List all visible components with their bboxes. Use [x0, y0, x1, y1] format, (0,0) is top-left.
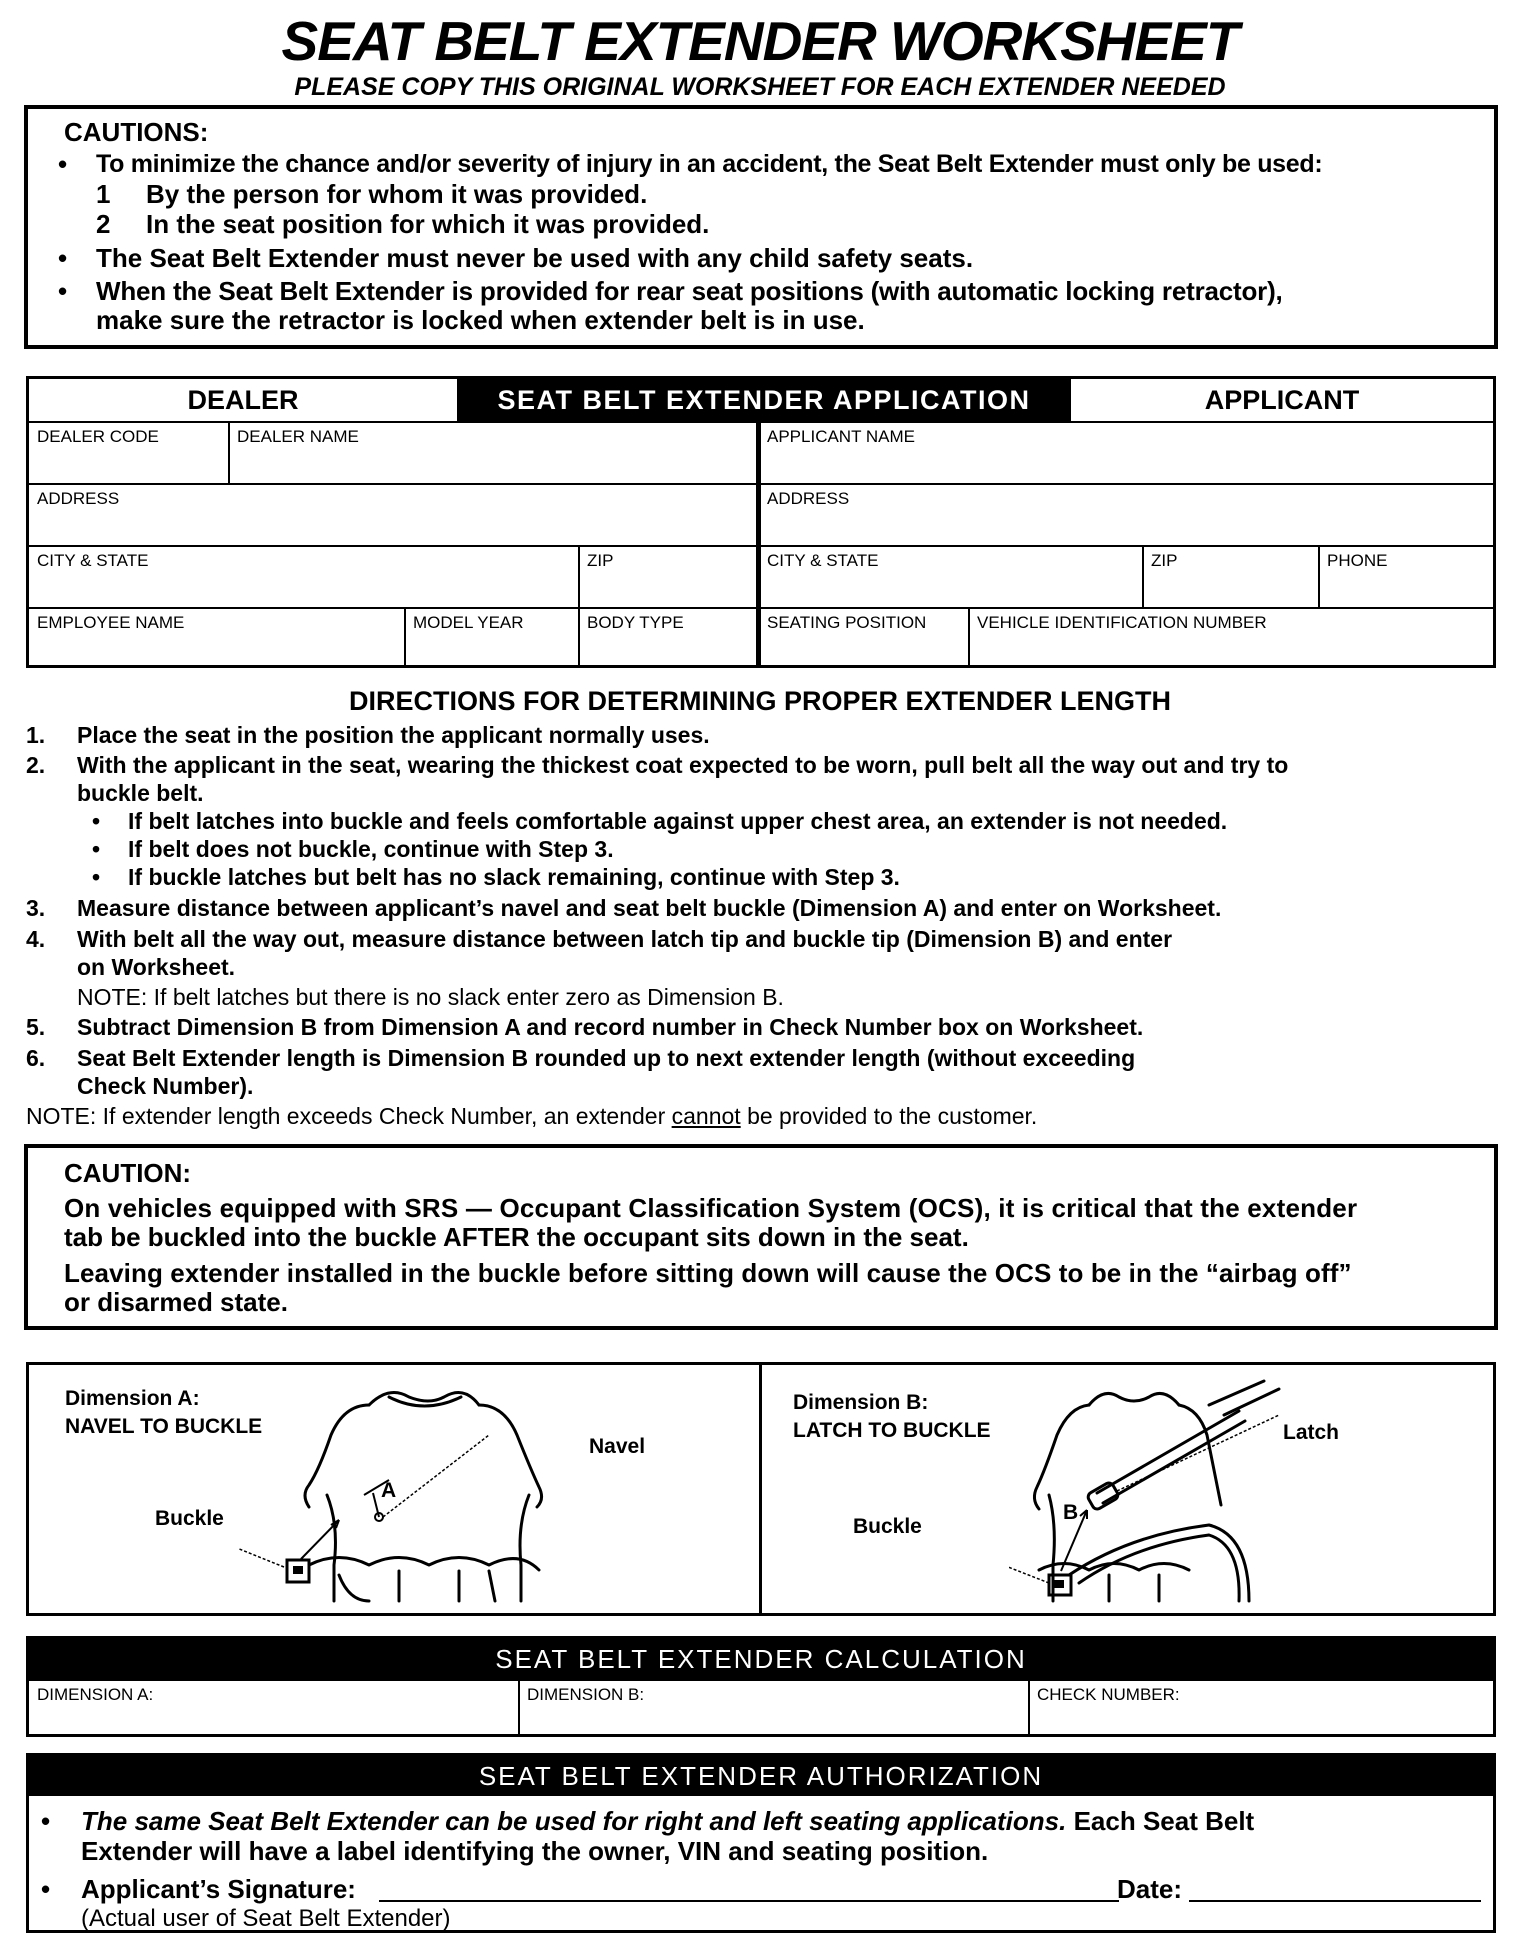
divider — [578, 545, 580, 665]
caution-sub-2-num: 2 — [96, 209, 111, 239]
step-2-bullet-1: If belt latches into buckle and feels comfortable against upper chest area, an extender is not needed. — [128, 808, 1228, 834]
directions-note — [26, 1103, 1037, 1130]
dimension-a-marker: A — [381, 1479, 397, 1502]
bullet-icon: • — [58, 243, 68, 273]
ocs-caution-p2: Leaving extender installed in the buckle before sitting down will cause the OCS to be in the “airbag off” — [64, 1258, 1352, 1288]
bullet-icon: • — [92, 836, 101, 862]
divider — [404, 607, 406, 665]
dimension-a-title: Dimension A: — [65, 1387, 200, 1410]
step-3: Measure distance between applicant’s navel and seat belt buckle (Dimension A) and enter on Worksheet. — [77, 895, 1222, 921]
caution-sub-1: By the person for whom it was provided. — [146, 179, 648, 209]
step-5: Subtract Dimension B from Dimension A and record number in Check Number box on Worksheet. — [77, 1014, 1144, 1040]
step-2: With the applicant in the seat, wearing the thickest coat expected to be worn, pull belt all the way out and try to — [77, 752, 1289, 778]
navel-label: Navel — [589, 1435, 646, 1458]
applicant-phone-field[interactable] — [1319, 545, 1493, 607]
bullet-icon: • — [41, 1806, 51, 1836]
step-1: Place the seat in the position the applicant normally uses. — [77, 722, 710, 748]
applicant-name-field[interactable] — [759, 421, 1493, 483]
buckle-label: Buckle — [155, 1507, 224, 1530]
signature-note: (Actual user of Seat Belt Extender) — [81, 1905, 451, 1932]
step-4-note: NOTE: If belt latches but there is no slack enter zero as Dimension B. — [77, 984, 784, 1010]
body-type-field[interactable] — [579, 607, 759, 665]
ocs-caution-p2-cont: or disarmed state. — [64, 1287, 288, 1317]
check-number-field[interactable] — [1029, 1679, 1493, 1734]
cautions-heading: CAUTIONS: — [64, 117, 209, 147]
step-6-cont: Check Number). — [77, 1073, 254, 1099]
divider — [756, 421, 761, 665]
employee-name-field[interactable] — [29, 607, 405, 665]
applicant-name-label: APPLICANT NAME — [767, 427, 916, 446]
step-number: 5. — [26, 1014, 46, 1040]
application-table — [26, 376, 1496, 668]
dealer-name-field[interactable] — [229, 421, 759, 483]
cautions-box — [24, 105, 1498, 349]
bullet-icon: • — [58, 149, 68, 179]
caution-bullet-3: When the Seat Belt Extender is provided for rear seat positions (with automatic locking retractor), — [96, 276, 1283, 306]
torso-latch-buckle-illustration — [1009, 1375, 1309, 1611]
dimension-b-title: Dimension B: — [793, 1391, 929, 1414]
caution-bullet-1: To minimize the chance and/or severity of injury in an accident, the Seat Belt Extender must only be used: — [96, 150, 1323, 178]
body-type-label: BODY TYPE — [587, 613, 684, 632]
step-6: Seat Belt Extender length is Dimension B rounded up to next extender length (without exceeding — [77, 1045, 1136, 1071]
model-year-label: MODEL YEAR — [413, 613, 524, 632]
applicant-city-state-field[interactable] — [759, 545, 1143, 607]
date-label: Date: — [1117, 1874, 1183, 1904]
dimension-b-label: DIMENSION B: — [527, 1685, 645, 1704]
dimension-illustrations — [26, 1362, 1496, 1616]
ocs-caution-heading: CAUTION: — [64, 1158, 192, 1188]
step-2-bullet-3: If buckle latches but belt has no slack remaining, continue with Step 3. — [128, 864, 900, 890]
authorization-p1 — [81, 1806, 1254, 1836]
signature-label: Applicant’s Signature: — [81, 1874, 356, 1904]
step-2-cont: buckle belt. — [77, 780, 204, 806]
calculation-header: SEAT BELT EXTENDER CALCULATION — [29, 1639, 1493, 1679]
torso-navel-buckle-illustration — [239, 1375, 619, 1611]
dealer-name-label: DEALER NAME — [237, 427, 359, 446]
caution-bullet-3-cont: make sure the retractor is locked when extender belt is in use. — [96, 305, 865, 335]
divider — [759, 1365, 762, 1613]
check-number-label: CHECK NUMBER: — [1037, 1685, 1180, 1704]
step-number: 4. — [26, 926, 46, 952]
dimension-b-subtitle: LATCH TO BUCKLE — [793, 1419, 991, 1442]
model-year-field[interactable] — [405, 607, 579, 665]
dealer-city-state-field[interactable] — [29, 545, 579, 607]
dealer-address-label: ADDRESS — [37, 489, 120, 508]
caution-sub-2: In the seat position for which it was provided. — [146, 209, 710, 239]
employee-name-label: EMPLOYEE NAME — [37, 613, 185, 632]
applicant-address-field[interactable] — [759, 483, 1493, 545]
applicant-address-label: ADDRESS — [767, 489, 850, 508]
seating-position-label: SEATING POSITION — [767, 613, 927, 632]
dealer-zip-label: ZIP — [587, 551, 614, 570]
vin-label: VEHICLE IDENTIFICATION NUMBER — [977, 613, 1267, 632]
step-number: 6. — [26, 1045, 46, 1071]
caution-bullet-2: The Seat Belt Extender must never be used with any child safety seats. — [96, 243, 974, 273]
step-2-bullet-2: If belt does not buckle, continue with Step 3. — [128, 836, 614, 862]
seating-position-field[interactable] — [759, 607, 969, 665]
note-prefix: NOTE: If extender length exceeds Check Number, an extender — [26, 1103, 672, 1129]
divider — [1318, 545, 1320, 607]
page-subtitle: PLEASE COPY THIS ORIGINAL WORKSHEET FOR EACH EXTENDER NEEDED — [294, 73, 1226, 101]
bullet-icon: • — [58, 276, 68, 306]
step-number: 2. — [26, 752, 46, 778]
dealer-code-field[interactable] — [29, 421, 229, 483]
dimension-a-subtitle: NAVEL TO BUCKLE — [65, 1415, 263, 1438]
vin-field[interactable] — [969, 607, 1493, 665]
divider — [228, 421, 230, 483]
step-number: 3. — [26, 895, 46, 921]
ocs-caution-p1-cont: tab be buckled into the buckle AFTER the occupant sits down in the seat. — [64, 1222, 969, 1252]
applicant-phone-label: PHONE — [1327, 551, 1388, 570]
authorization-p1-rest: Each Seat Belt — [1066, 1806, 1255, 1836]
step-4: With belt all the way out, measure distance between latch tip and buckle tip (Dimension B) and enter — [77, 926, 1173, 952]
calculation-table — [26, 1636, 1496, 1737]
caution-sub-1-num: 1 — [96, 179, 111, 209]
authorization-header: SEAT BELT EXTENDER AUTHORIZATION — [29, 1756, 1493, 1796]
directions-title: DIRECTIONS FOR DETERMINING PROPER EXTENDER LENGTH — [348, 686, 1172, 716]
bullet-icon: • — [92, 808, 101, 834]
signature-line[interactable] — [379, 1900, 1119, 1902]
dimension-b-field[interactable] — [519, 1679, 1029, 1734]
divider — [518, 1679, 520, 1734]
ocs-caution-box — [24, 1144, 1498, 1330]
divider — [1142, 545, 1144, 607]
applicant-header: APPLICANT — [1204, 385, 1360, 415]
authorization-box — [26, 1753, 1496, 1933]
dealer-city-state-label: CITY & STATE — [37, 551, 149, 570]
latch-label: Latch — [1283, 1421, 1340, 1444]
applicant-city-state-label: CITY & STATE — [767, 551, 879, 570]
step-number: 1. — [26, 722, 46, 748]
applicant-zip-field[interactable] — [1143, 545, 1319, 607]
dealer-header: DEALER — [187, 385, 299, 415]
bullet-icon: • — [92, 864, 101, 890]
authorization-p1-italic: The same Seat Belt Extender can be used for right and left seating applications. — [81, 1806, 1067, 1836]
application-header: SEAT BELT EXTENDER APPLICATION — [457, 379, 1071, 421]
note-emphasis: cannot — [671, 1103, 741, 1129]
divider — [968, 607, 970, 665]
dimension-b-marker: B — [1063, 1501, 1079, 1524]
dimension-a-label: DIMENSION A: — [37, 1685, 154, 1704]
bullet-icon: • — [41, 1874, 51, 1904]
date-line[interactable] — [1189, 1900, 1481, 1902]
page-title: SEAT BELT EXTENDER WORKSHEET — [281, 10, 1239, 72]
applicant-zip-label: ZIP — [1151, 551, 1178, 570]
authorization-p1-cont: Extender will have a label identifying the owner, VIN and seating position. — [81, 1836, 989, 1866]
dimension-a-field[interactable] — [29, 1679, 519, 1734]
divider — [1028, 1679, 1030, 1734]
dealer-zip-field[interactable] — [579, 545, 759, 607]
note-suffix: be provided to the customer. — [740, 1103, 1038, 1129]
step-4-cont: on Worksheet. — [77, 954, 236, 980]
ocs-caution-p1: On vehicles equipped with SRS — Occupant Classification System (OCS), it is critical that the extender — [64, 1193, 1358, 1223]
dealer-code-label: DEALER CODE — [37, 427, 159, 446]
buckle-label: Buckle — [853, 1515, 922, 1538]
dealer-address-field[interactable] — [29, 483, 759, 545]
